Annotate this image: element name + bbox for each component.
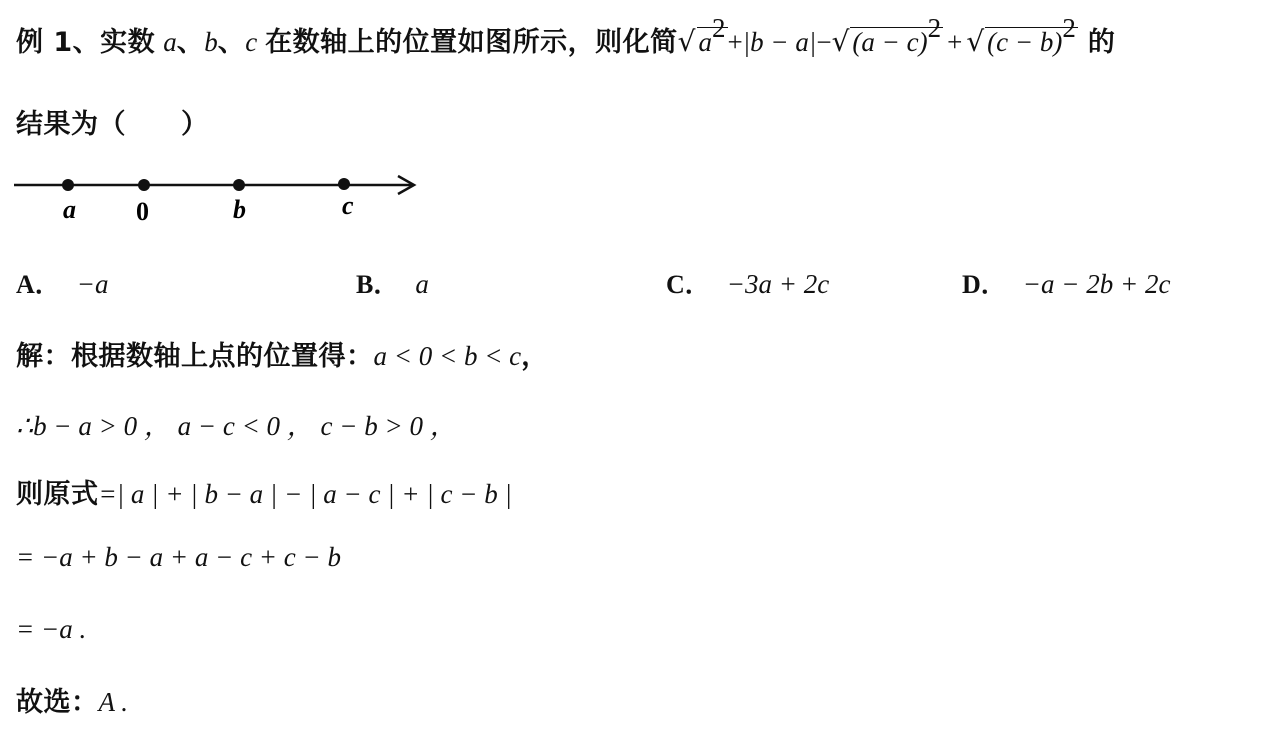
option-c-value: −3a + 2c <box>726 269 830 299</box>
plus-sign: + <box>727 27 743 57</box>
option-c-label: C． <box>666 270 711 299</box>
solution-line-2: ∴b − a > 0 ， a − c < 0 ， c − b > 0 ， <box>16 411 457 441</box>
solution-abs-expr: =| a | + | b − a | − | a − c | + | c − b | <box>98 479 512 509</box>
minus-sign: − <box>816 27 832 57</box>
option-d-value: −a − 2b + 2c <box>1022 269 1171 299</box>
solution-line-4: = −a + b − a + a − c + c − b <box>16 542 341 572</box>
point-label-c: c <box>342 191 354 220</box>
solution-line-3 <box>16 472 512 511</box>
problem-label: 例 1、实数 <box>16 27 156 58</box>
solution-line-1 <box>16 334 549 373</box>
option-d[interactable] <box>962 264 1170 301</box>
separator: 、 <box>217 27 246 58</box>
problem-tail: 的 <box>1087 27 1116 58</box>
separator: 、 <box>176 27 205 58</box>
option-c[interactable] <box>666 264 829 301</box>
answer-prefix: 故选： <box>16 687 99 718</box>
solution-comma: ， <box>521 341 549 372</box>
point-label-a: a <box>63 195 76 224</box>
point-label-b: b <box>233 195 246 224</box>
option-b-label: B． <box>356 270 400 299</box>
number-line-figure <box>10 168 430 228</box>
option-b-value: a <box>415 269 429 299</box>
sqrt-symbol: √ <box>677 25 696 58</box>
option-a-label: A． <box>16 270 61 299</box>
option-a[interactable] <box>16 264 109 301</box>
problem-line-1 <box>16 13 1116 59</box>
option-d-label: D． <box>962 270 1007 299</box>
sqrt-c-minus-b-squared: $(c - b)^2$ <box>987 13 1076 57</box>
solution-original: 则原式 <box>16 479 99 510</box>
point-a <box>62 179 74 191</box>
point-label-0: 0 <box>136 197 149 226</box>
sqrt-a-minus-c-squared: $(a - c)^2$ <box>852 13 942 57</box>
abs-b-minus-a: |b − a| <box>742 27 817 57</box>
problem-text: 在数轴上的位置如图所示，则化简 <box>265 27 678 58</box>
sqrt-symbol: √ <box>831 25 850 58</box>
problem-line-2: 结果为（ ） <box>16 109 209 140</box>
var-a: a <box>163 27 177 57</box>
var-b: b <box>204 27 218 57</box>
solution-intro: 解：根据数轴上点的位置得： <box>16 341 374 372</box>
solution-line-5: = −a . <box>16 614 87 644</box>
solution-order: a < 0 < b < c <box>373 341 522 371</box>
point-b <box>233 179 245 191</box>
solution-answer <box>16 680 128 719</box>
point-0 <box>138 179 150 191</box>
plus-sign: + <box>947 27 963 57</box>
option-a-value: −a <box>76 269 109 299</box>
option-b[interactable] <box>356 264 429 301</box>
answer-value: A . <box>98 687 129 717</box>
point-c <box>338 178 350 190</box>
sqrt-symbol: √ <box>966 25 985 58</box>
var-c: c <box>245 27 258 57</box>
sqrt-a2: $a^2$ <box>698 13 726 57</box>
